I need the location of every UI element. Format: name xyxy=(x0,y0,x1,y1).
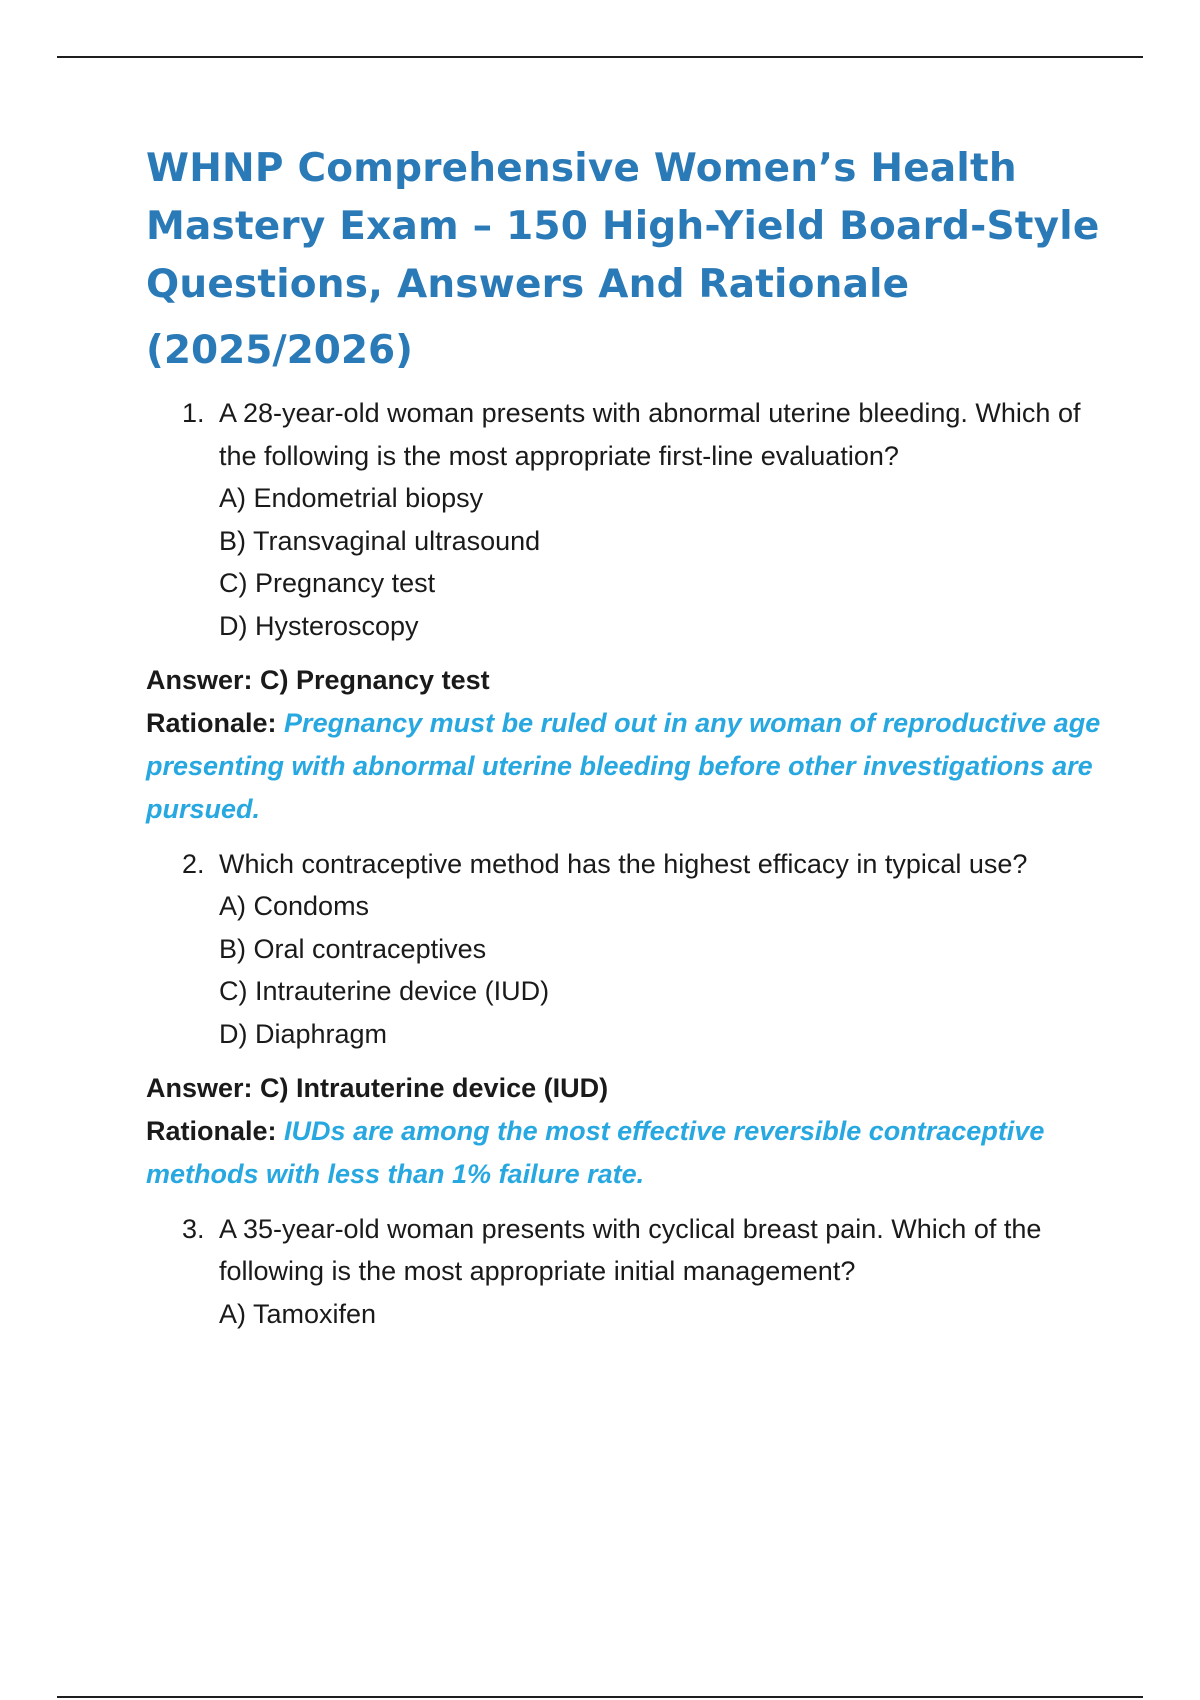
bottom-rule xyxy=(57,1696,1143,1698)
question-text: A 35-year-old woman presents with cyclical breast pain. Which of the following is the most appropriate initial management? xyxy=(219,1213,1042,1286)
correct-answer: Answer: C) Intrauterine device (IUD) xyxy=(146,1073,609,1103)
answer-option: B) Oral contraceptives xyxy=(219,933,487,964)
title-line: Questions, Answers And Rationale xyxy=(146,262,910,307)
title-line: WHNP Comprehensive Women’s Health xyxy=(146,146,1017,191)
answer-option: C) Intrauterine device (IUD) xyxy=(219,976,550,1006)
question-block xyxy=(146,1208,1106,1336)
answer-option: A) Condoms xyxy=(219,891,370,921)
rationale-label: Rationale: xyxy=(146,707,277,738)
question xyxy=(146,392,1106,647)
answer-option: D) Hysteroscopy xyxy=(219,610,419,641)
answer-option: A) Endometrial biopsy xyxy=(219,483,484,513)
answer-option: B) Transvaginal ultrasound xyxy=(219,525,541,556)
rationale xyxy=(146,702,1106,831)
page-content xyxy=(146,140,1106,1345)
document-year: (2025/2026) xyxy=(146,328,413,373)
rationale-label: Rationale: xyxy=(146,1115,277,1146)
answer-option: D) Diaphragm xyxy=(219,1018,388,1049)
question-block xyxy=(146,392,1106,831)
document-title xyxy=(146,140,1106,314)
question xyxy=(146,843,1106,1056)
question-block xyxy=(146,843,1106,1196)
question xyxy=(146,1208,1106,1336)
title-line: Mastery Exam – 150 High-Yield Board-Style xyxy=(146,204,1100,249)
rationale-text: Pregnancy must be ruled out in any woman of reproductive age presenting with abnormal uterine bleeding before other investigations are pursued. xyxy=(146,707,1101,824)
question-text: Which contraceptive method has the highest efficacy in typical use? xyxy=(219,848,1028,879)
answer-option: A) Tamoxifen xyxy=(219,1298,377,1329)
correct-answer: Answer: C) Pregnancy test xyxy=(146,665,490,695)
question-number: 2. xyxy=(182,848,205,879)
top-rule xyxy=(57,56,1143,58)
rationale-text: IUDs are among the most effective reversible contraceptive methods with less than 1% failure rate. xyxy=(146,1115,1045,1189)
question-number: 3. xyxy=(182,1213,205,1244)
answer-option: C) Pregnancy test xyxy=(219,568,436,598)
question-text: A 28-year-old woman presents with abnormal uterine bleeding. Which of the following is the most appropriate first-line evaluation? xyxy=(219,398,1081,471)
rationale xyxy=(146,1110,1106,1196)
question-number: 1. xyxy=(182,398,205,428)
